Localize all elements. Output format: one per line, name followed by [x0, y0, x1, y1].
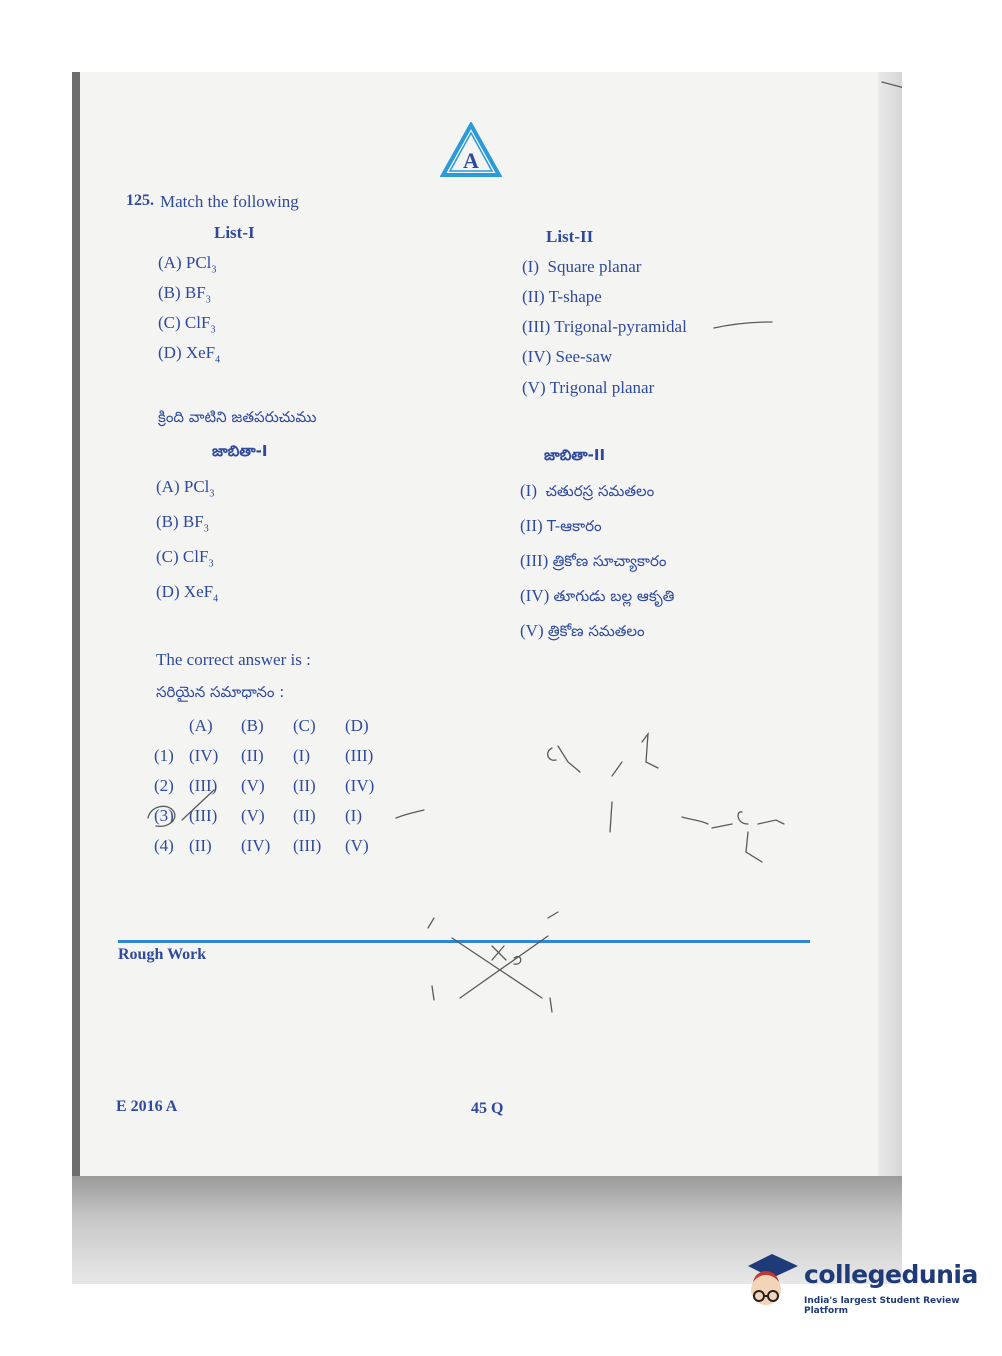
pencil-mark [452, 938, 542, 998]
pencil-mark [610, 802, 612, 832]
pencil-mark [746, 832, 762, 862]
option-number: (3) [154, 806, 174, 825]
list1-item: (A) PCl$_3$ [156, 477, 215, 500]
exam-page [72, 72, 902, 1200]
list1-title-en: List-I [214, 223, 255, 242]
option-cell: (III) [189, 806, 218, 825]
option-number: (2) [154, 776, 174, 795]
version-letter: A [463, 148, 479, 173]
list2-item: (I) Square planar [522, 257, 642, 276]
pencil-mark [642, 734, 658, 768]
options-header-cell: (C) [293, 716, 316, 735]
option-cell: (III) [189, 776, 218, 795]
pencil-mark [432, 986, 434, 1000]
options-header-cell: (B) [241, 716, 264, 735]
page-number: 45 Q [471, 1100, 504, 1117]
pencil-mark [882, 82, 902, 90]
question-number: 125. [126, 192, 154, 209]
pencil-mark [548, 912, 558, 918]
list1-item: (B) $BF_3$ [158, 283, 211, 306]
option-cell: (IV) [241, 836, 271, 855]
pencil-mark [738, 812, 748, 824]
pencil-mark [712, 824, 732, 828]
pencil-mark [548, 748, 556, 760]
option-cell: (IV) [345, 776, 375, 795]
list2-item: (II) T-shape [522, 287, 602, 306]
option-cell: (V) [241, 776, 265, 795]
option-cell: (IV) [189, 746, 219, 765]
pencil-mark [612, 762, 622, 776]
question-prompt-te: క్రింది వాటిని జతపరుచుము [158, 408, 317, 426]
options-header-cell: (D) [345, 716, 369, 735]
option-cell: (II) [293, 806, 316, 825]
list2-title-te: జాబితా-II [544, 446, 606, 464]
list1-item: (C) ClF$_3$ [156, 547, 214, 570]
pencil-mark [396, 810, 424, 818]
footer-code: E 2016 A [116, 1098, 178, 1115]
list2-item: (V) Trigonal planar [522, 378, 655, 397]
list1-item: (D) XeF$_4$ [158, 343, 221, 366]
list1-title-te: జాబితా-I [212, 442, 268, 460]
option-cell: (II) [189, 836, 212, 855]
option-cell: (I) [293, 746, 310, 765]
pencil-mark [558, 746, 580, 772]
list2-item: (III) త్రికోణ సూచ్యాకారం [520, 551, 667, 570]
pencil-mark [460, 936, 548, 998]
option-cell: (V) [345, 836, 369, 855]
pencil-mark [492, 946, 506, 960]
rough-work-label: Rough Work [118, 946, 207, 963]
option-number: (1) [154, 746, 174, 765]
pencil-mark [428, 918, 434, 928]
collegedunia-logo [742, 1250, 978, 1320]
logo-tagline: India's largest Student Review Platform [804, 1296, 960, 1316]
list2-item: (I) చతురస్ర సమతలం [520, 481, 655, 500]
pencil-mark [550, 998, 552, 1012]
pencil-mark [148, 806, 175, 826]
option-cell: (III) [293, 836, 322, 855]
list2-item: (V) త్రికోణ సమతలం [520, 621, 645, 640]
answer-prompt-te: సరియైన సమాధానం : [156, 683, 285, 701]
pencil-mark [682, 817, 708, 824]
list1-item: (D) XeF$_4$ [156, 582, 219, 605]
list2-item: (IV) See-saw [522, 347, 613, 366]
option-cell: (I) [345, 806, 362, 825]
list1-item: (A) PCl$_3$ [158, 253, 217, 276]
list1-item: (C) ClF$_3$ [158, 313, 216, 336]
pencil-mark [182, 790, 214, 820]
options-header-cell: (A) [189, 716, 213, 735]
option-cell: (V) [241, 806, 265, 825]
list2-title-en: List-II [546, 227, 594, 246]
list1-item: (B) $BF_3$ [156, 512, 209, 535]
answer-prompt-en: The correct answer is : [156, 650, 311, 669]
mascot-icon [742, 1250, 800, 1314]
pencil-mark [758, 820, 784, 824]
option-cell: (II) [241, 746, 264, 765]
list2-item: (II) T-ఆకారం [520, 516, 602, 535]
pencil-mark [714, 322, 772, 328]
option-cell: (II) [293, 776, 316, 795]
question-prompt-en: Match the following [160, 192, 299, 211]
pencil-scribbles [72, 72, 902, 1200]
option-cell: (III) [345, 746, 374, 765]
logo-name: collegedunia [804, 1260, 978, 1289]
option-number: (4) [154, 836, 174, 855]
list2-item: (III) Trigonal-pyramidal [522, 317, 687, 336]
list2-item: (IV) తూగుడు బల్ల ఆకృతి [520, 586, 675, 605]
